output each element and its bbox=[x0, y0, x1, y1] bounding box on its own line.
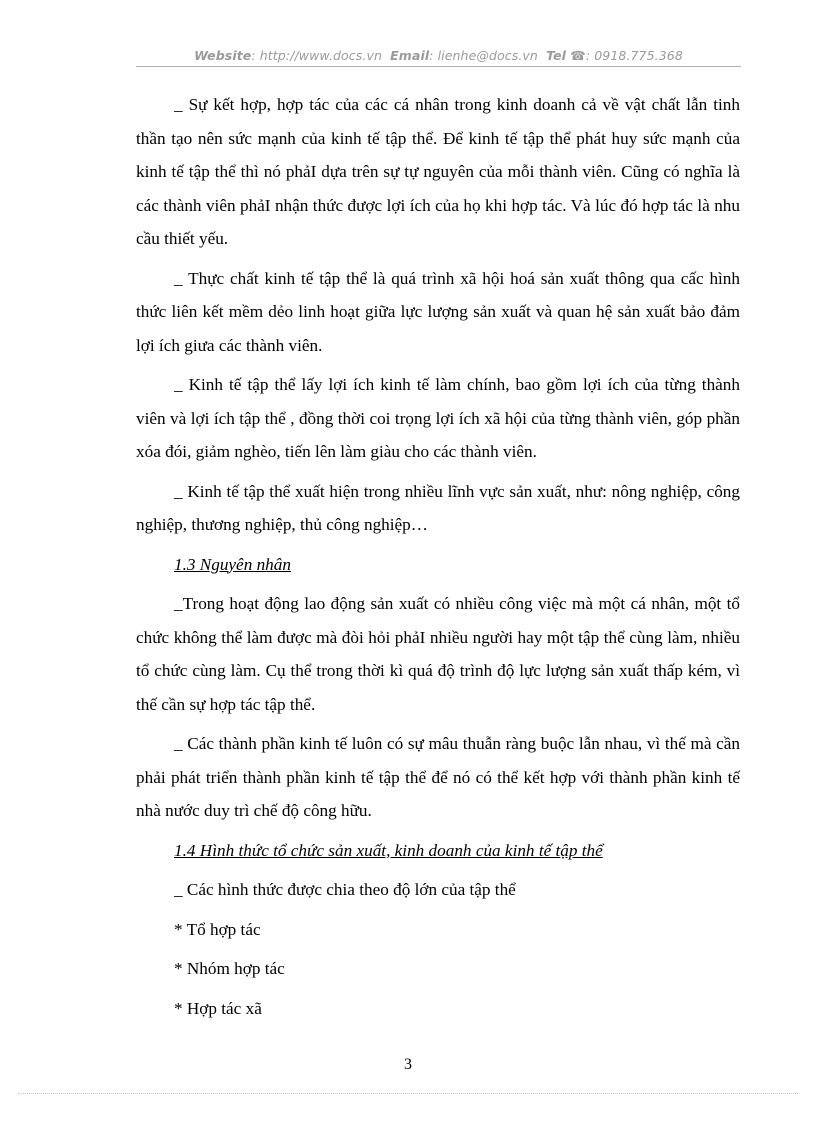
paragraph: _ Thực chất kinh tế tập thể là quá trình xã hội hoá sản xuất thông qua cấc hình thức liên kết mềm dẻo linh hoạt giữa lực lượng sản xuất và quan hệ sản xuất bảo đảm lợi ích giưa các thành viên. bbox=[136, 268, 740, 355]
paragraph: _ Kinh tế tập thể lấy lợi ích kinh tế làm chính, bao gồm lợi ích của từng thành viên và lợi ích tập thể , đồng thời coi trọng lợi ích xã hội của từng thành viên, góp phần xóa đói, giảm nghèo, tiến lên làm giàu cho các thành viên. bbox=[136, 375, 740, 461]
document-body bbox=[136, 88, 740, 1031]
email-label: Email bbox=[390, 48, 430, 63]
page-number: 3 bbox=[404, 1056, 412, 1073]
list-item: * Nhóm hợp tác bbox=[174, 959, 285, 978]
website-label: Website bbox=[194, 48, 252, 63]
footer-divider bbox=[18, 1093, 798, 1094]
list-item: * Hợp tác xã bbox=[174, 998, 262, 1018]
section-heading-1-4: 1.4 Hình thức tổ chức sản xuất, kinh doanh của kinh tế tập thể bbox=[174, 840, 603, 860]
paragraph: _ Các thành phần kinh tế luôn có sự mâu thuẫn ràng buộc lẫn nhau, vì thế mà cần phải phát triển thành phần kinh tế tập thể để nó có thể kết hợp với thành phần kinh tế nhà nước duy trì chế độ công hữu. bbox=[136, 734, 740, 820]
header-divider bbox=[136, 66, 741, 67]
paragraph: _ Sự kết hợp, hợp tác của các cá nhân trong kinh doanh cả về vật chất lẫn tinh thần tạo nên sức mạnh của kinh tế tập thể. Để kinh tế tập thể phát huy sức mạnh của kinh tế tập thể thì nó phảI dựa trên sự tự nguyên của mỗi thành viên. Cũng có nghĩa là các thành viên phảI nhận thức được lợi ích của họ khi hợp tác. Và lúc đó hợp tác là nhu cầu thiết yếu. bbox=[136, 95, 740, 248]
website-value: : http://www.docs.vn bbox=[251, 48, 382, 63]
tel-label: Tel bbox=[546, 48, 567, 63]
paragraph: _Trong hoạt động lao động sản xuất có nhiều công việc mà một cá nhân, một tổ chức không thể làm được mà đòi hỏi phảI nhiều người hay một tập thể cùng làm, nhiều tổ chức cùng làm. Cụ thể trong thời kì quá độ trình độ lực lượng sản xuất thấp kém, vì thế cần sự hợp tác tập thể. bbox=[136, 594, 740, 714]
phone-icon: ☎ bbox=[570, 48, 586, 63]
section-heading-1-3: 1.3 Nguyên nhân bbox=[174, 554, 291, 574]
paragraph: _ Kinh tế tập thể xuất hiện trong nhiều lĩnh vực sản xuất, như: nông nghiệp, công nghiệp, thương nghiệp, thủ công nghiệp… bbox=[136, 481, 740, 534]
email-value: : lienhe@docs.vn bbox=[429, 48, 538, 63]
page-header bbox=[136, 48, 741, 63]
tel-value: : 0918.775.368 bbox=[585, 48, 683, 63]
list-item: * Tổ hợp tác bbox=[174, 919, 261, 939]
paragraph: _ Các hình thức được chia theo độ lớn của tập thể bbox=[174, 880, 516, 899]
